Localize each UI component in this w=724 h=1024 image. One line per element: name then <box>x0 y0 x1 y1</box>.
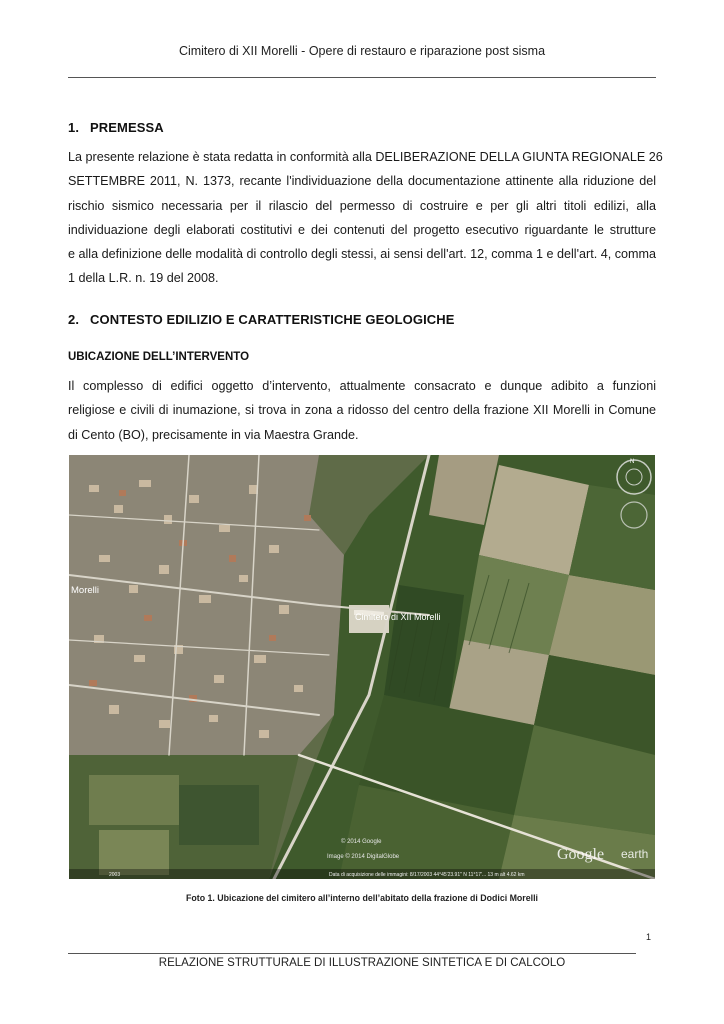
earth-logo: earth <box>621 847 649 861</box>
section-2-paragraph <box>68 374 656 447</box>
paragraph-line: Il complesso di edifici oggetto d’intervento, attualmente consacrato e dunque adibito a funzioni <box>68 379 656 393</box>
copyright-digitalglobe: Image © 2014 DigitalGlobe <box>327 854 400 860</box>
aerial-map-image <box>69 455 655 879</box>
satellite-photo <box>69 455 655 879</box>
section-1-paragraph <box>68 145 663 291</box>
village-label: Morelli <box>71 585 99 596</box>
image-year: 2003 <box>109 872 121 878</box>
document-header: Cimitero di XII Morelli - Opere di restauro e riparazione post sisma <box>178 44 546 58</box>
footer-divider <box>68 953 636 954</box>
section-1-number: 1. <box>68 120 80 135</box>
paragraph-line: SETTEMBRE 2011, N. 1373, recante l'individuazione della documentazione attinente alla riduzione del <box>68 174 656 189</box>
section-2-title: CONTESTO EDILIZIO E CARATTERISTICHE GEOLOGICHE <box>90 312 455 327</box>
copyright-google: © 2014 Google <box>341 839 382 845</box>
cemetery-label: Cimitero di XII Morelli <box>355 612 441 622</box>
paragraph-line: di Cento (BO), precisamente in via Maestra Grande. <box>68 427 359 442</box>
section-2-number: 2. <box>68 312 80 327</box>
compass-north-label: N <box>630 459 635 465</box>
paragraph-line: rischio sismico necessaria per il rilascio del permesso di costruire e per gli altri titoli edilizi, alla <box>68 198 656 213</box>
paragraph-line: individuazione degli elaborati costitutivi e dei contenuti del progetto esecutivo riguardante le strutture <box>68 222 656 237</box>
section-1-heading <box>68 120 164 135</box>
paragraph-line: e alla definizione delle modalità di controllo degli stessi, ai sensi dell'art. 12, comma 1 e dell'art. 4, comma <box>68 247 656 262</box>
paragraph-line: La presente relazione è stata redatta in conformità alla DELIBERAZIONE DELLA GIUNTA REGIONALE 26 <box>68 150 663 164</box>
section-2-heading <box>68 312 455 327</box>
image-acquisition-info: Data di acquisizione delle immagini: 8/17/2003 44°45'23.91" N 11°17'... 13 m alt 4.62 km <box>329 872 525 878</box>
section-1-title: PREMESSA <box>90 120 164 135</box>
document-footer: RELAZIONE STRUTTURALE DI ILLUSTRAZIONE SINTETICA E DI CALCOLO <box>158 957 566 969</box>
subsection-heading: UBICAZIONE DELL’INTERVENTO <box>68 351 250 363</box>
google-logo: Google <box>557 846 605 863</box>
header-divider <box>68 77 656 78</box>
page-number: 1 <box>646 932 652 942</box>
paragraph-line: 1 della L.R. n. 19 del 2008. <box>68 271 219 286</box>
photo-caption: Foto 1. Ubicazione del cimitero all’interno dell’abitato della frazione di Dodici Morelli <box>186 893 538 903</box>
paragraph-line: religiose e civili di inumazione, si trova in zona a ridosso del centro della frazione XII Morelli in Comune <box>68 403 656 418</box>
